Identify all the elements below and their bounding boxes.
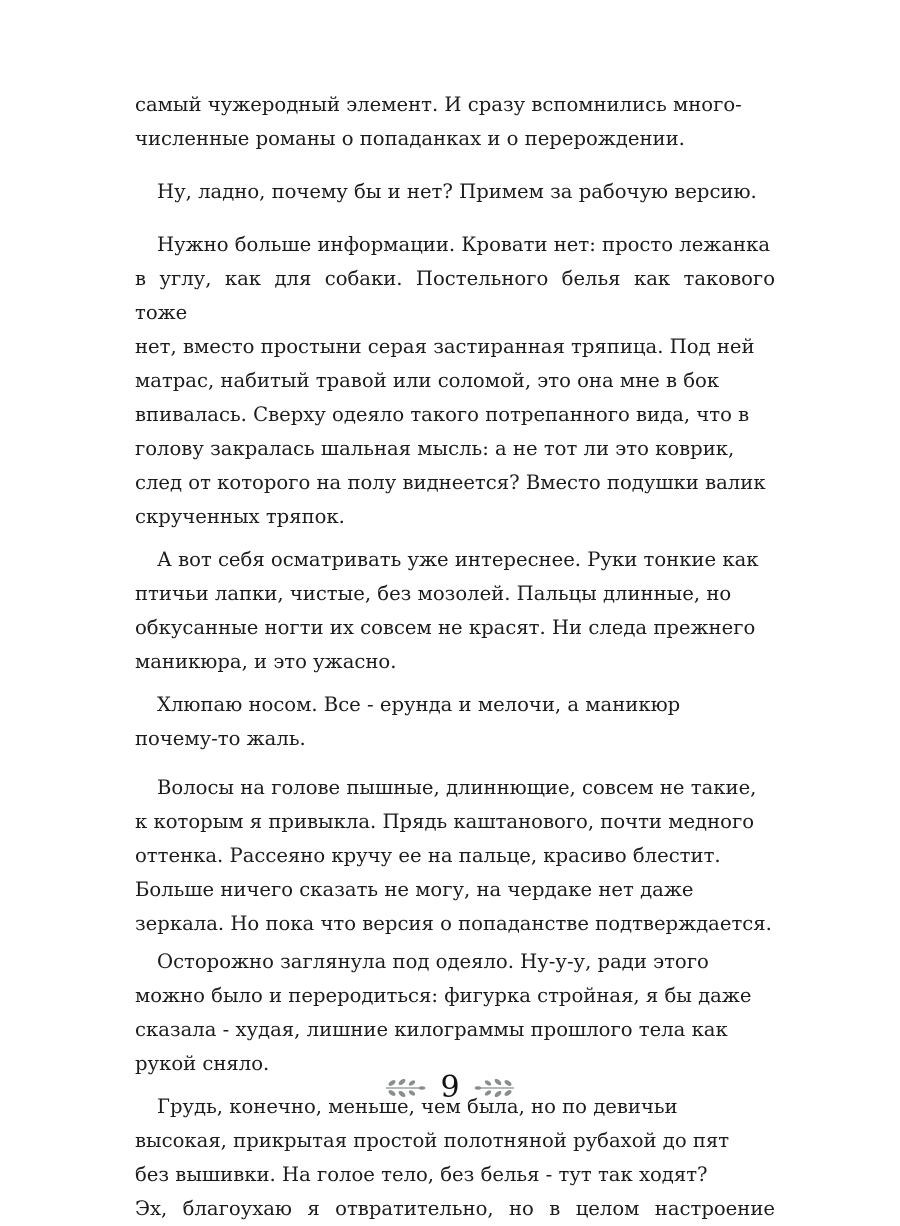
text-line: птичьи лапки, чистые, без мозолей. Пальцы длинные, но [135, 582, 732, 605]
text-line: оттенка. Рассеяно кручу ее на пальце, красиво блестит. [135, 844, 721, 867]
text-line: к которым я привыкла. Прядь каштанового, почти медного [135, 810, 755, 833]
paragraph-1 [135, 88, 775, 156]
text-line: Осторожно заглянула под одеяло. Ну-у-у, ради этого [157, 950, 709, 973]
text-line: маникюра, и это ужасно. [135, 650, 397, 673]
text-line: А вот себя осматривать уже интереснее. Руки тонкие как [157, 548, 759, 571]
text-line: Грудь, конечно, меньше, чем была, но по девичьи [157, 1095, 678, 1118]
text-line: след от которого на полу виднеется? Вместо подушки валик [135, 471, 766, 494]
page-number: 9 [440, 1070, 460, 1105]
text-line: сказала - худая, лишние килограммы прошлого тела как [135, 1018, 728, 1041]
text-line: нет, вместо простыни серая застиранная тряпица. Под ней [135, 335, 755, 358]
text-line: Нужно больше информации. Кровати нет: просто лежанка [157, 233, 771, 256]
leaf-ornament-right-icon [474, 1076, 518, 1100]
paragraph-7 [135, 945, 775, 1081]
paragraph-3 [135, 228, 775, 534]
text-line: впивалась. Сверху одеяло такого потрепанного вида, что в [135, 403, 750, 426]
page-footer [0, 1066, 900, 1110]
text-line: Больше ничего сказать не могу, на чердаке нет даже [135, 878, 694, 901]
text-line: голову закралась шальная мысль: а не тот ли это коврик, [135, 437, 735, 460]
text-line: зеркала. Но пока что версия о попаданстве подтверждается. [135, 912, 772, 935]
text-line: Хлюпаю носом. Все - ерунда и мелочи, а маникюр [157, 693, 681, 716]
text-line: Эх, благоухаю я отвратительно, но в целом настроение [135, 1197, 775, 1220]
paragraph-2 [135, 175, 775, 209]
text-line: обкусанные ногти их совсем не красят. Ни следа прежнего [135, 616, 756, 639]
paragraph-8 [135, 1090, 775, 1226]
leaf-ornament-left-icon [382, 1076, 426, 1100]
text-line: почему-то жаль. [135, 727, 306, 750]
book-page-body [135, 88, 775, 1226]
paragraph-6 [135, 771, 775, 941]
text-line: самый чужеродный элемент. И сразу вспомнились много- [135, 93, 742, 116]
text-line: численные романы о попаданках и о перерождении. [135, 127, 685, 150]
text-line: Ну, ладно, почему бы и нет? Примем за рабочую версию. [157, 180, 757, 203]
text-line: можно было и переродиться: фигурка стройная, я бы даже [135, 984, 752, 1007]
paragraph-5 [135, 688, 775, 756]
text-line: без вышивки. На голое тело, без белья - тут так ходят? [135, 1163, 708, 1186]
text-line: Волосы на голове пышные, длиннющие, совсем не такие, [157, 776, 757, 799]
paragraph-4 [135, 543, 775, 679]
text-line: в углу, как для собаки. Постельного белья как такового тоже [135, 267, 775, 324]
text-line: высокая, прикрытая простой полотняной рубахой до пят [135, 1129, 730, 1152]
text-line: рукой сняло. [135, 1052, 270, 1075]
text-line: матрас, набитый травой или соломой, это она мне в бок [135, 369, 720, 392]
text-line: скрученных тряпок. [135, 505, 345, 528]
